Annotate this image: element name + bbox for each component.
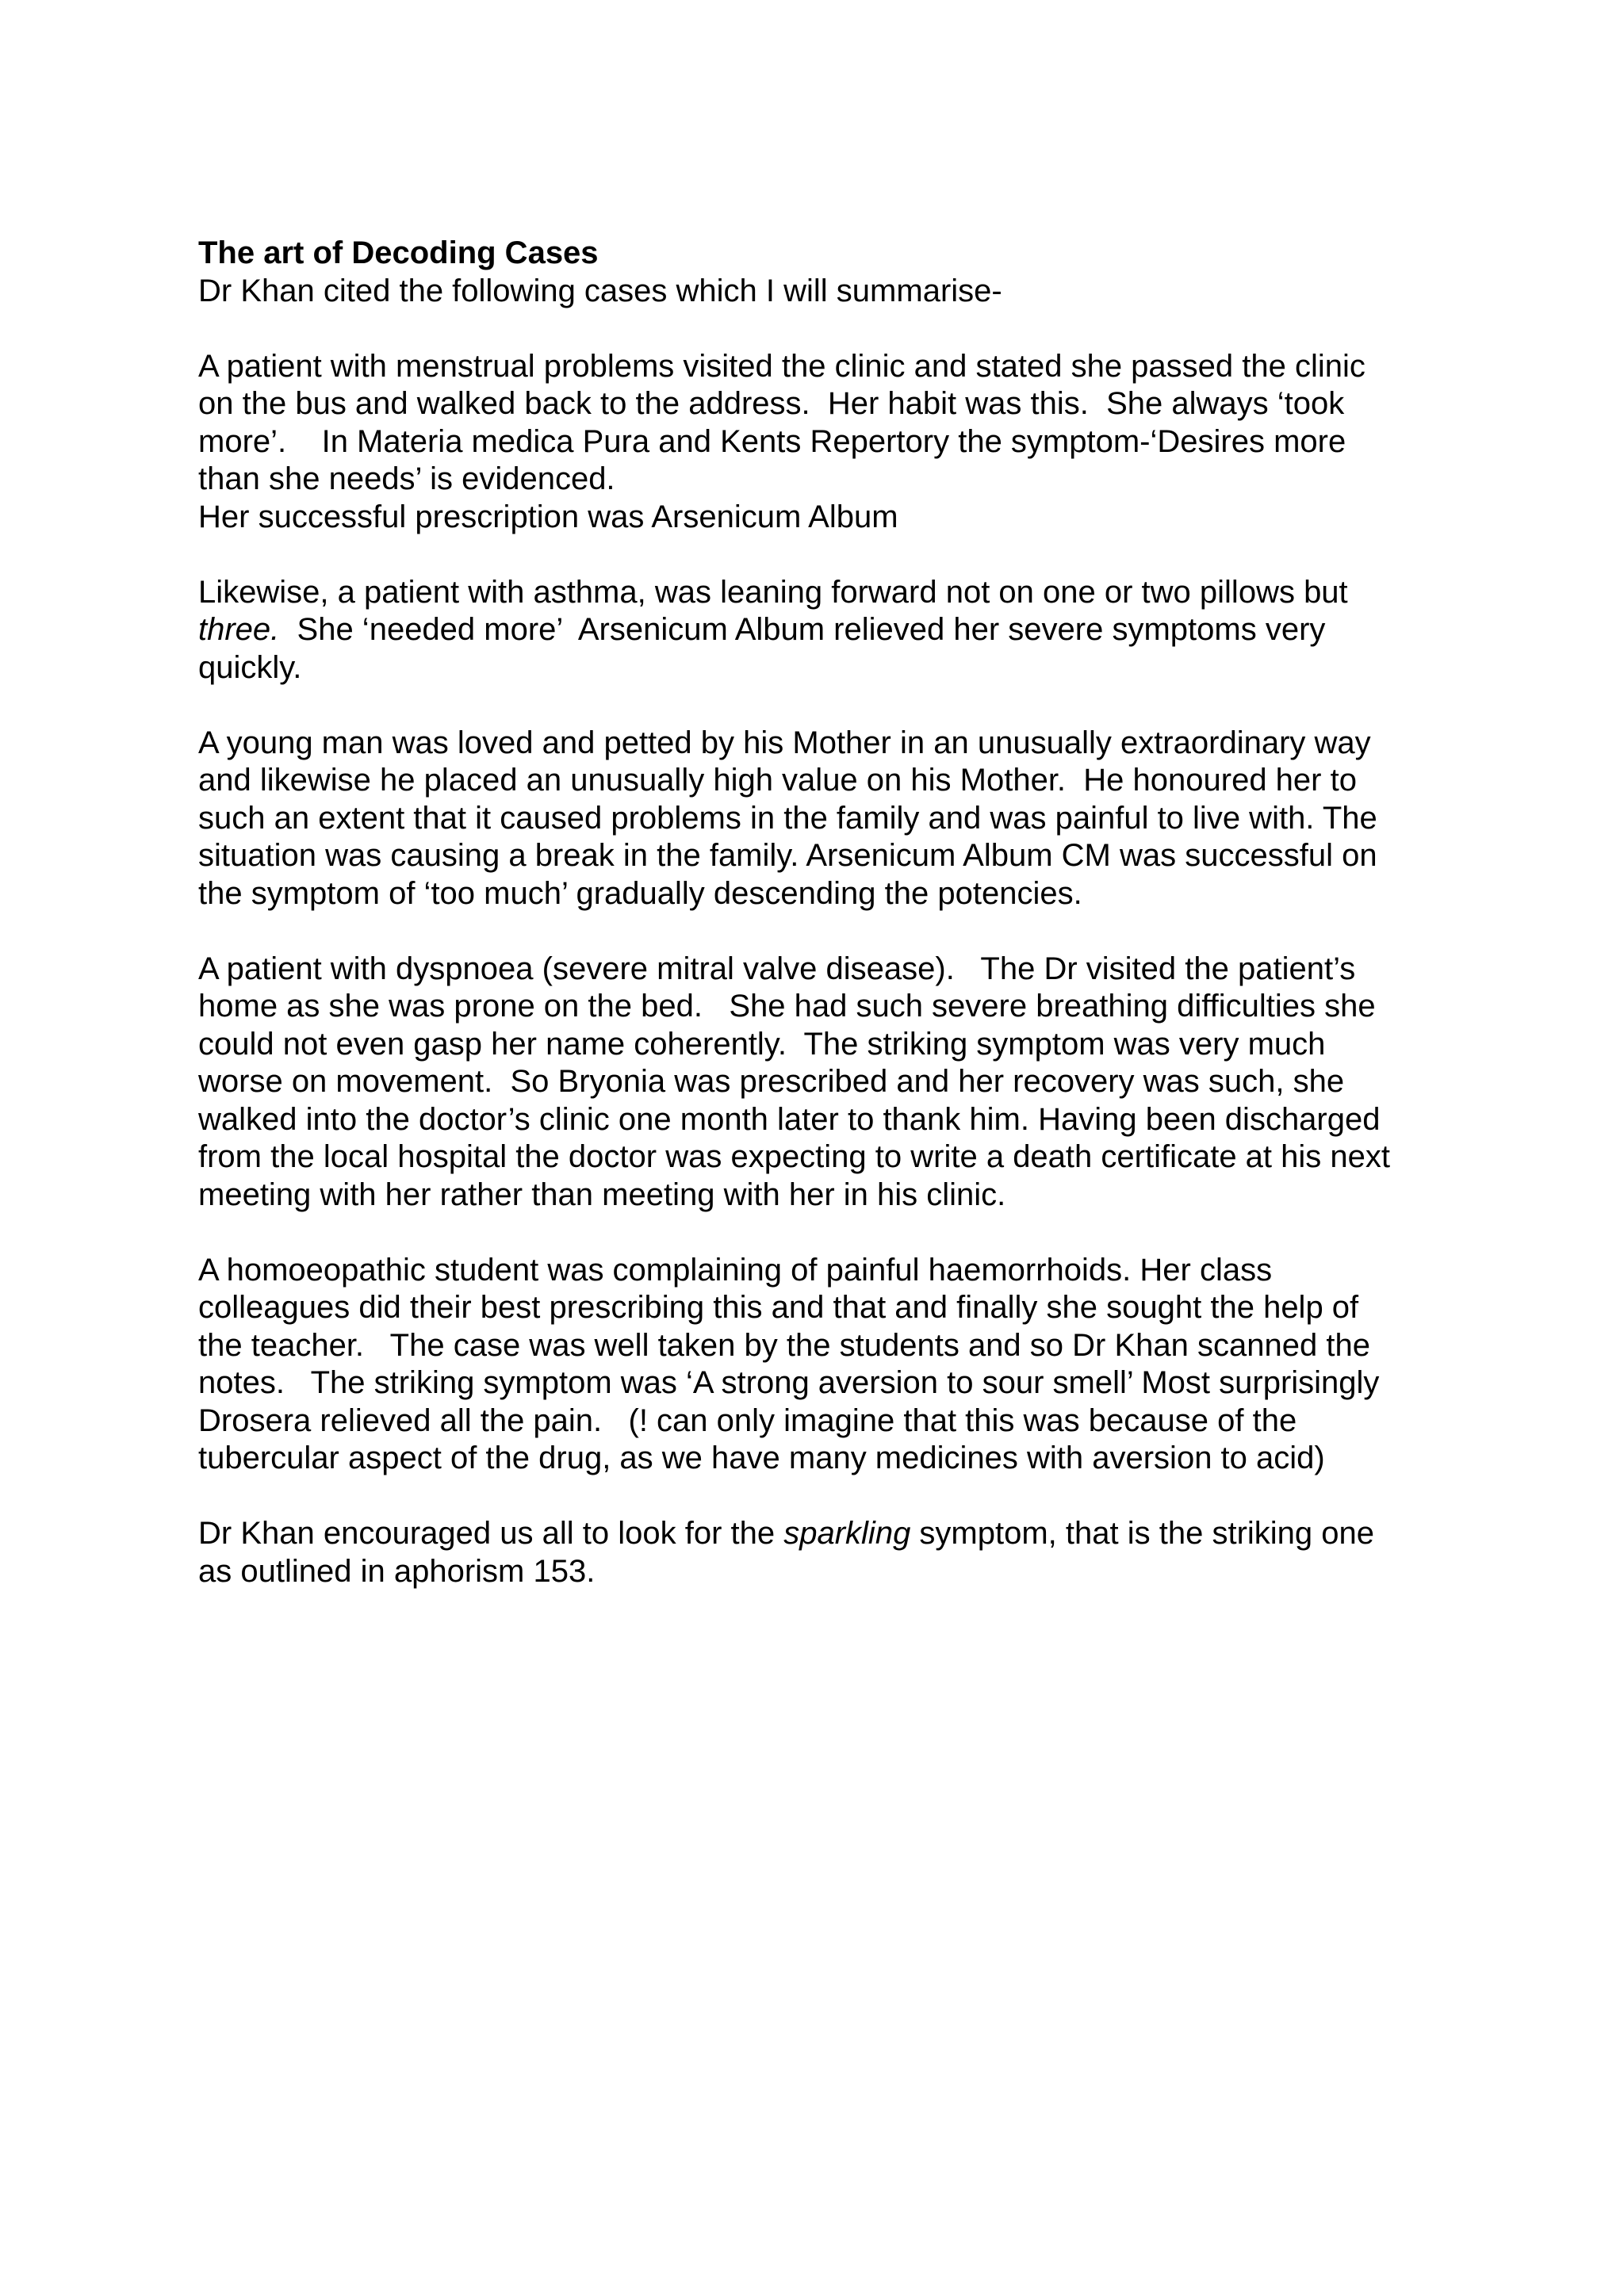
paragraph-young-man-case — [198, 725, 1467, 913]
text-line: situation was causing a break in the family. Arsenicum Album CM was successful on — [198, 838, 1377, 873]
text-line — [198, 1515, 1467, 1553]
text-line: Drosera relieved all the pain. (! can only imagine that this was because of the — [198, 1402, 1297, 1438]
text-line: notes. The striking symptom was ‘A strong aversion to sour smell’ Most surprisingly — [198, 1365, 1380, 1400]
text-line: more’. In Materia medica Pura and Kents Repertory the symptom-‘Desires more — [198, 423, 1346, 459]
text-line: A patient with menstrual problems visited the clinic and stated she passed the clinic — [198, 348, 1365, 384]
text-line: than she needs’ is evidenced. — [198, 461, 615, 496]
text-line: from the local hospital the doctor was expecting to write a death certificate at his next — [198, 1139, 1391, 1174]
text-line: Her successful prescription was Arsenicum Album — [198, 499, 898, 534]
text-line: the teacher. The case was well taken by the students and so Dr Khan scanned the — [198, 1327, 1370, 1363]
paragraph-spacer — [198, 310, 1467, 348]
paragraph-spacer — [198, 687, 1467, 725]
text-line: tubercular aspect of the drug, as we have many medicines with aversion to acid) — [198, 1441, 1325, 1475]
paragraph-haemorrhoids-case — [198, 1252, 1467, 1478]
text-line: such an extent that it caused problems in the family and was painful to live with. The — [198, 800, 1377, 836]
text-line: as outlined in aphorism 153. — [198, 1553, 596, 1589]
paragraph-conclusion — [198, 1515, 1467, 1590]
text-line: the symptom of ‘too much’ gradually descending the potencies. — [198, 875, 1082, 911]
text-line: colleagues did their best prescribing this and that and finally she sought the help of — [198, 1290, 1359, 1325]
text-line — [198, 611, 1467, 649]
paragraph-spacer — [198, 1214, 1467, 1252]
text-line: A young man was loved and petted by his Mother in an unusually extraordinary way — [198, 725, 1371, 760]
text-line: worse on movement. So Bryonia was prescribed and her recovery was such, she — [198, 1064, 1345, 1099]
paragraph-dyspnoea-case — [198, 951, 1467, 1215]
paragraph-asthma-case — [198, 574, 1467, 687]
text-line: meeting with her rather than meeting with her in his clinic. — [198, 1177, 1006, 1212]
paragraph-spacer — [198, 536, 1467, 574]
italic-emphasis: three. — [198, 612, 280, 647]
text-line: Likewise, a patient with asthma, was leaning forward not on one or two pillows but — [198, 574, 1348, 610]
text-line: A homoeopathic student was complaining of painful haemorrhoids. Her class — [198, 1252, 1273, 1288]
document-body — [198, 235, 1467, 1590]
intro-line: Dr Khan cited the following cases which I will summarise- — [198, 273, 1002, 308]
italic-emphasis: sparkling — [783, 1516, 911, 1551]
text-run: symptom, that is the striking one — [910, 1516, 1374, 1551]
text-run: She ‘needed more’ Arsenicum Album relieved her severe symptoms very — [279, 612, 1326, 647]
paragraph-menstrual-case — [198, 348, 1467, 537]
paragraph-spacer — [198, 1478, 1467, 1516]
text-line: on the bus and walked back to the address. Her habit was this. She always ‘took — [198, 386, 1345, 421]
document-title: The art of Decoding Cases — [198, 235, 599, 270]
text-line: walked into the doctor’s clinic one month later to thank him. Having been discharged — [198, 1101, 1381, 1137]
text-line: quickly. — [198, 649, 302, 685]
text-run: Dr Khan encouraged us all to look for the — [198, 1516, 784, 1551]
paragraph-spacer — [198, 913, 1467, 951]
text-line: and likewise he placed an unusually high value on his Mother. He honoured her to — [198, 763, 1357, 798]
text-line: could not even gasp her name coherently. The striking symptom was very much — [198, 1026, 1326, 1062]
text-line: A patient with dyspnoea (severe mitral valve disease). The Dr visited the patient’s — [198, 951, 1356, 986]
text-line: home as she was prone on the bed. She had such severe breathing difficulties she — [198, 989, 1376, 1024]
